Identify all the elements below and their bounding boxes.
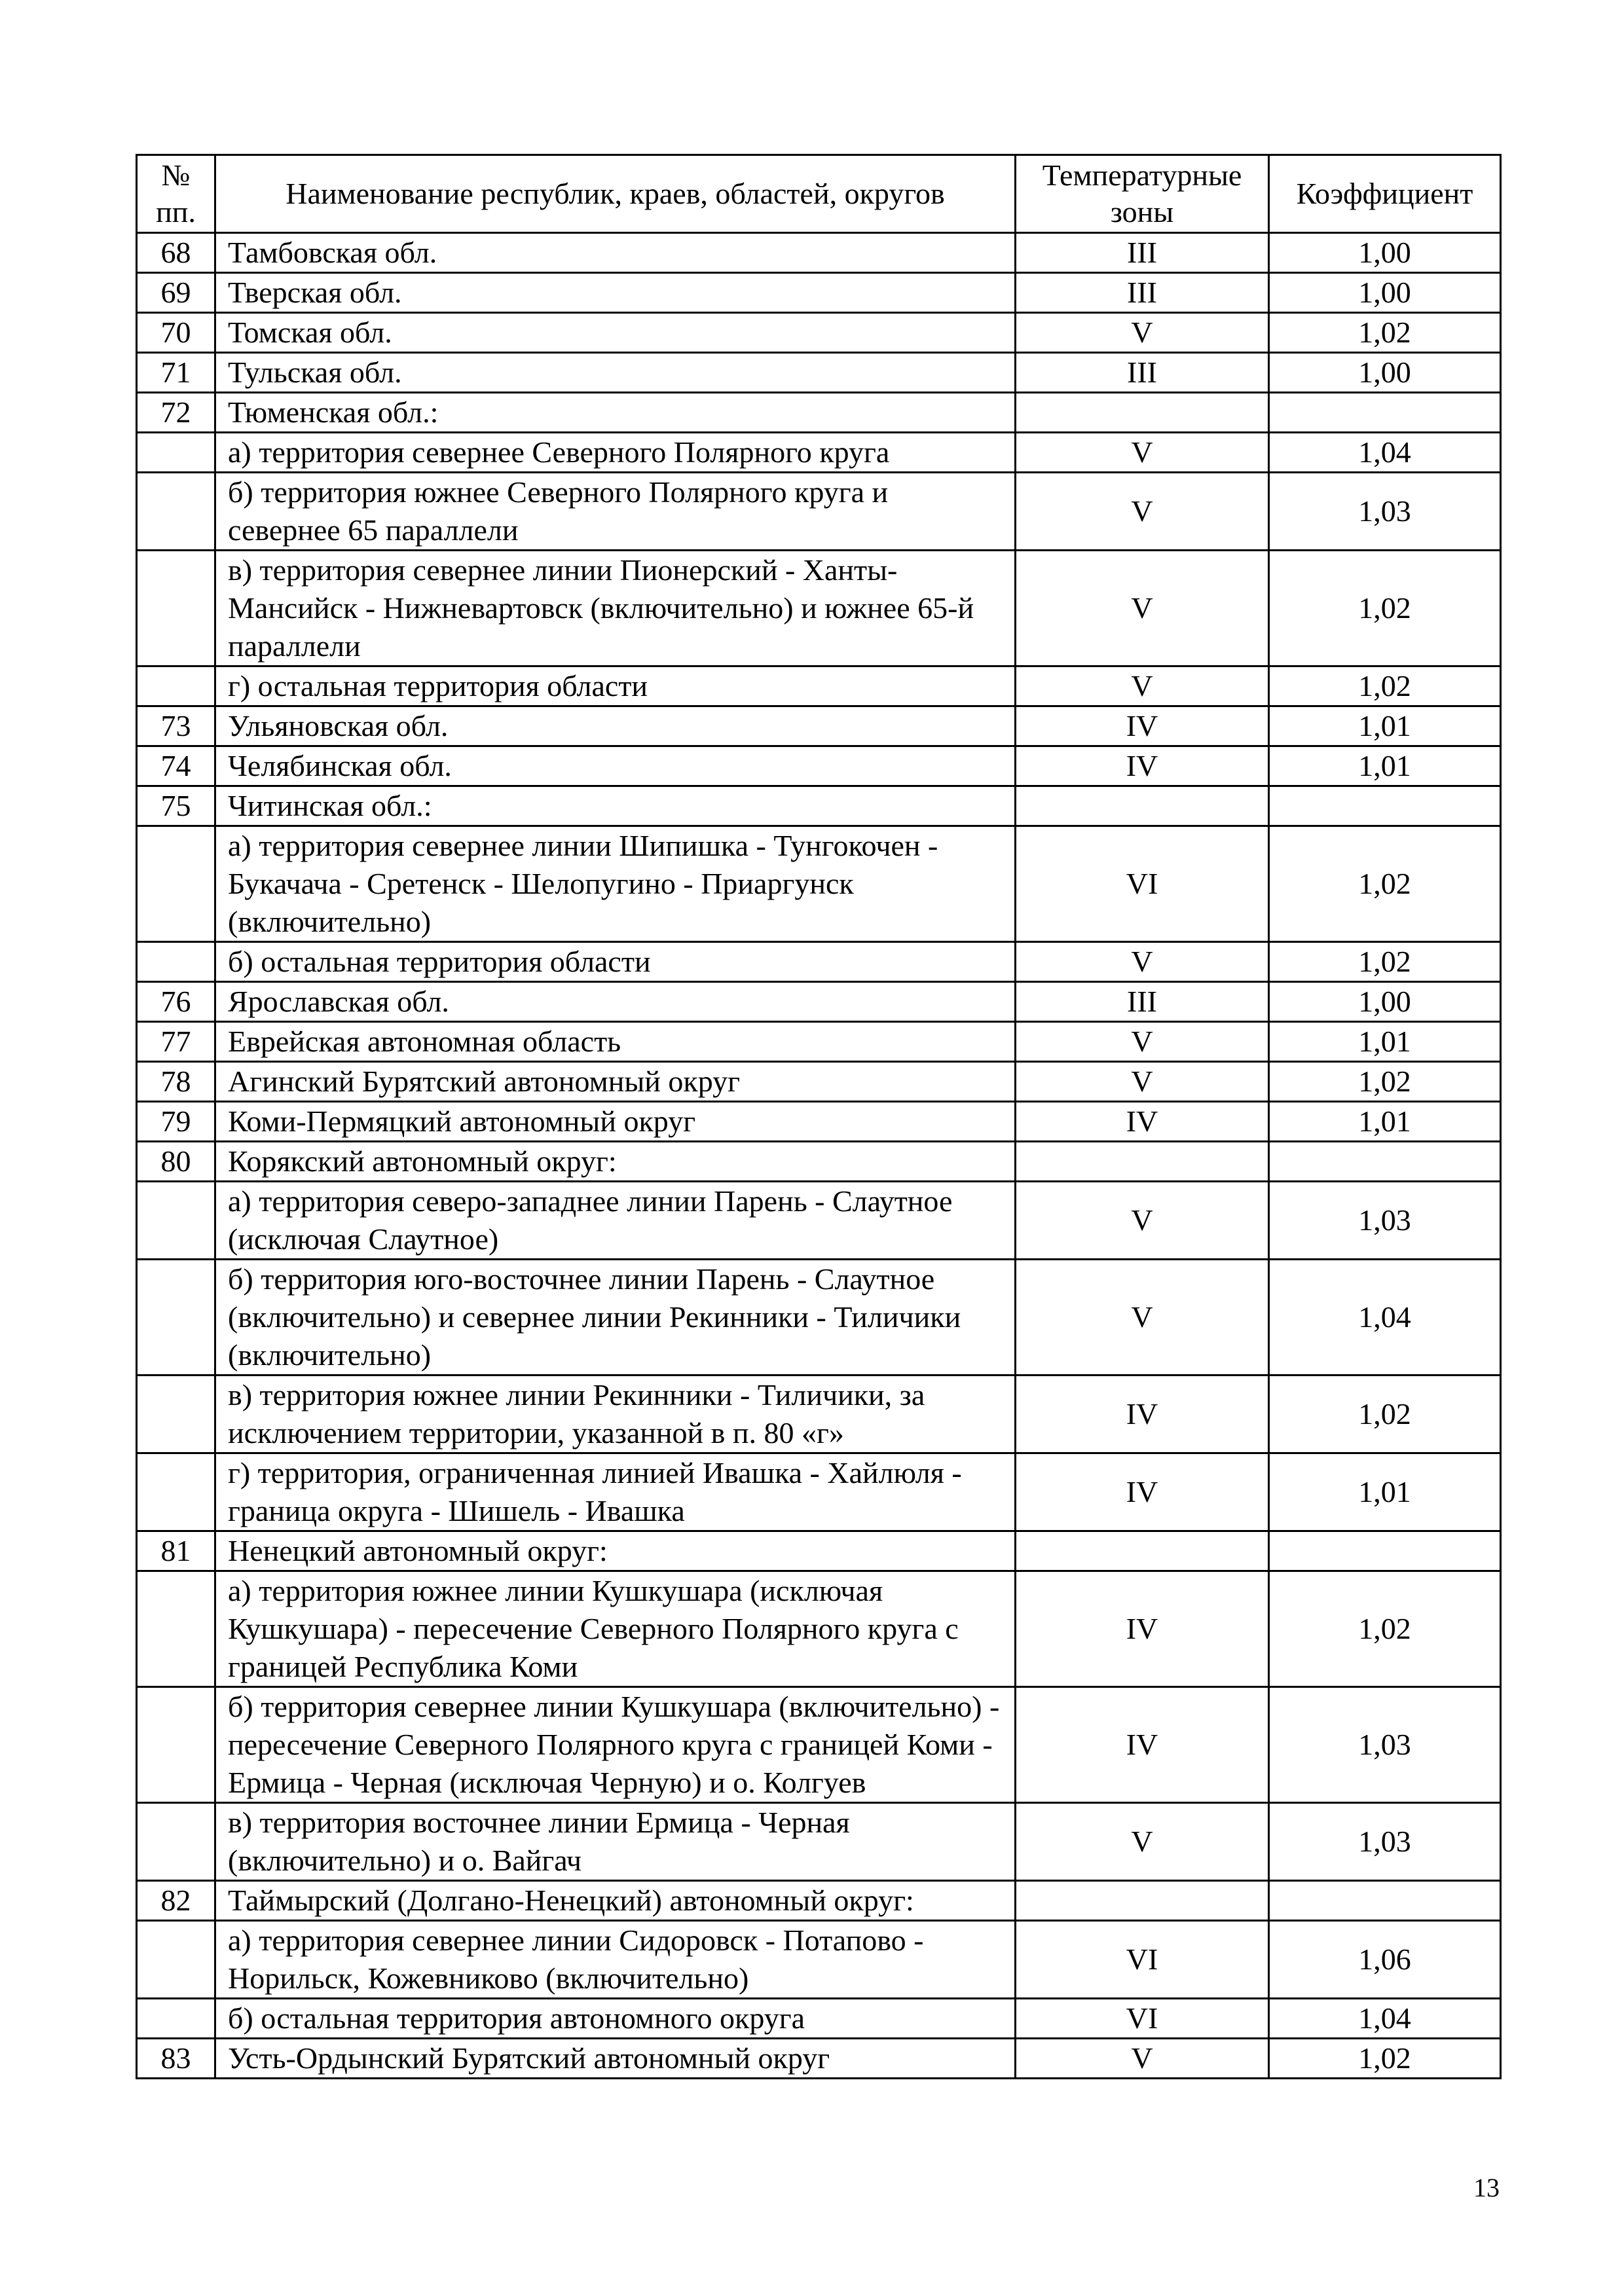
temperature-zone: V [1016, 1062, 1269, 1102]
temperature-zone: III [1016, 982, 1269, 1022]
table-row [137, 393, 1501, 433]
temperature-zone: V [1016, 666, 1269, 706]
table-row [137, 473, 1501, 551]
coefficient: 1,00 [1269, 353, 1501, 393]
row-number: 77 [137, 1022, 215, 1062]
table-row [137, 273, 1501, 313]
coefficient: 1,02 [1269, 826, 1501, 942]
row-number [137, 1453, 215, 1531]
row-number [137, 1921, 215, 1999]
temperature-zone: V [1016, 1182, 1269, 1260]
table-row [137, 1260, 1501, 1376]
row-number: 80 [137, 1142, 215, 1182]
temperature-zone: III [1016, 273, 1269, 313]
region-name: Усть-Ордынский Бурятский автономный округ [215, 2039, 1016, 2079]
temperature-zone: V [1016, 313, 1269, 353]
region-name: Ульяновская обл. [215, 706, 1016, 746]
table-row [137, 746, 1501, 786]
table-row [137, 826, 1501, 942]
row-number [137, 1687, 215, 1803]
temperature-zone: V [1016, 1022, 1269, 1062]
coefficient: 1,02 [1269, 1062, 1501, 1102]
table-row [137, 1803, 1501, 1881]
coefficient: 1,04 [1269, 1999, 1501, 2039]
temperature-zone: VI [1016, 1999, 1269, 2039]
temperature-zone [1016, 1531, 1269, 1571]
region-name: Тюменская обл.: [215, 393, 1016, 433]
table-row [137, 1881, 1501, 1921]
region-name: Корякский автономный округ: [215, 1142, 1016, 1182]
coefficient: 1,01 [1269, 1453, 1501, 1531]
table-row [137, 1102, 1501, 1142]
temperature-zone: V [1016, 942, 1269, 982]
region-name: в) территория севернее линии Пионерский - Ханты-Мансийск - Нижневартовск (включительно) и южнее 65-й параллели [215, 551, 1016, 666]
region-name: б) остальная территория области [215, 942, 1016, 982]
temperature-zone [1016, 1881, 1269, 1921]
coefficient: 1,03 [1269, 473, 1501, 551]
region-name: Тульская обл. [215, 353, 1016, 393]
row-number [137, 551, 215, 666]
temperature-zone: IV [1016, 1687, 1269, 1803]
row-number: 74 [137, 746, 215, 786]
row-number [137, 473, 215, 551]
temperature-zone: IV [1016, 1453, 1269, 1531]
row-number: 72 [137, 393, 215, 433]
coefficient: 1,02 [1269, 1376, 1501, 1453]
table-row [137, 433, 1501, 473]
temperature-zone [1016, 1142, 1269, 1182]
coefficient: 1,02 [1269, 942, 1501, 982]
region-name: Агинский Бурятский автономный округ [215, 1062, 1016, 1102]
coefficient [1269, 1531, 1501, 1571]
region-name: Томская обл. [215, 313, 1016, 353]
temperature-zone: V [1016, 1803, 1269, 1881]
header-temperature-zone: Температурные зоны [1016, 155, 1269, 233]
table-row [137, 1531, 1501, 1571]
region-name: в) территория восточнее линии Ермица - Черная (включительно) и о. Вайгач [215, 1803, 1016, 1881]
coefficient: 1,02 [1269, 1571, 1501, 1687]
coefficient [1269, 1142, 1501, 1182]
table-row [137, 706, 1501, 746]
region-name: Коми-Пермяцкий автономный округ [215, 1102, 1016, 1142]
region-name: Таймырский (Долгано-Ненецкий) автономный округ: [215, 1881, 1016, 1921]
zone-coefficients-table [136, 154, 1502, 2079]
temperature-zone: IV [1016, 1571, 1269, 1687]
region-name: в) территория южнее линии Рекинники - Тиличики, за исключением территории, указанной в п. 80 «г» [215, 1376, 1016, 1453]
temperature-zone: VI [1016, 1921, 1269, 1999]
region-name: а) территория севернее линии Шипишка - Тунгокочен - Букачача - Сретенск - Шелопугино - Приаргунск (включительно) [215, 826, 1016, 942]
table-row [137, 233, 1501, 273]
region-name: б) территория юго-восточнее линии Парень - Слаутное (включительно) и севернее линии Рекинники - Тиличики (включительно) [215, 1260, 1016, 1376]
header-coefficient: Коэффициент [1269, 155, 1501, 233]
temperature-zone: V [1016, 551, 1269, 666]
row-number [137, 433, 215, 473]
region-name: а) территория северо-западнее линии Парень - Слаутное (исключая Слаутное) [215, 1182, 1016, 1260]
table-row [137, 1182, 1501, 1260]
region-name: Тамбовская обл. [215, 233, 1016, 273]
region-name: г) территория, ограниченная линией Ивашка - Хайлюля - граница округа - Шишель - Ивашка [215, 1453, 1016, 1531]
region-name: а) территория севернее Северного Полярного круга [215, 433, 1016, 473]
region-name: а) территория южнее линии Кушкушара (исключая Кушкушара) - пересечение Северного Полярного круга с границей Республика Коми [215, 1571, 1016, 1687]
table-row [137, 786, 1501, 826]
header-number: № пп. [137, 155, 215, 233]
coefficient: 1,06 [1269, 1921, 1501, 1999]
row-number [137, 1571, 215, 1687]
temperature-zone: IV [1016, 1102, 1269, 1142]
row-number [137, 666, 215, 706]
temperature-zone: V [1016, 2039, 1269, 2079]
temperature-zone: IV [1016, 1376, 1269, 1453]
row-number: 68 [137, 233, 215, 273]
coefficient: 1,03 [1269, 1803, 1501, 1881]
region-name: Челябинская обл. [215, 746, 1016, 786]
table-row [137, 942, 1501, 982]
row-number [137, 826, 215, 942]
table-row [137, 666, 1501, 706]
table-row [137, 1921, 1501, 1999]
row-number: 82 [137, 1881, 215, 1921]
row-number [137, 1376, 215, 1453]
row-number: 73 [137, 706, 215, 746]
table-row [137, 1687, 1501, 1803]
table-row [137, 1022, 1501, 1062]
page-number: 13 [1473, 2173, 1500, 2202]
row-number: 71 [137, 353, 215, 393]
coefficient [1269, 786, 1501, 826]
table-row [137, 551, 1501, 666]
region-name: б) остальная территория автономного округа [215, 1999, 1016, 2039]
coefficient: 1,01 [1269, 706, 1501, 746]
header-region-name: Наименование республик, краев, областей, округов [215, 155, 1016, 233]
coefficient: 1,00 [1269, 982, 1501, 1022]
region-name: б) территория южнее Северного Полярного круга и севернее 65 параллели [215, 473, 1016, 551]
coefficient: 1,03 [1269, 1182, 1501, 1260]
coefficient: 1,03 [1269, 1687, 1501, 1803]
region-name: Читинская обл.: [215, 786, 1016, 826]
coefficient: 1,02 [1269, 551, 1501, 666]
temperature-zone: III [1016, 353, 1269, 393]
region-name: Тверская обл. [215, 273, 1016, 313]
row-number [137, 1803, 215, 1881]
table-header-row [137, 155, 1501, 233]
coefficient: 1,01 [1269, 1022, 1501, 1062]
table-row [137, 982, 1501, 1022]
coefficient: 1,00 [1269, 273, 1501, 313]
coefficient: 1,04 [1269, 433, 1501, 473]
table-row [137, 1571, 1501, 1687]
temperature-zone: V [1016, 473, 1269, 551]
row-number: 76 [137, 982, 215, 1022]
coefficient: 1,01 [1269, 746, 1501, 786]
temperature-zone: V [1016, 433, 1269, 473]
region-name: г) остальная территория области [215, 666, 1016, 706]
temperature-zone: VI [1016, 826, 1269, 942]
table-row [137, 1062, 1501, 1102]
row-number: 69 [137, 273, 215, 313]
row-number: 81 [137, 1531, 215, 1571]
coefficient: 1,00 [1269, 233, 1501, 273]
coefficient: 1,02 [1269, 666, 1501, 706]
region-name: Еврейская автономная область [215, 1022, 1016, 1062]
table-body [137, 233, 1501, 2079]
row-number: 79 [137, 1102, 215, 1142]
row-number [137, 1999, 215, 2039]
row-number: 75 [137, 786, 215, 826]
region-name: Ярославская обл. [215, 982, 1016, 1022]
table-row [137, 1999, 1501, 2039]
row-number [137, 1260, 215, 1376]
table-row [137, 313, 1501, 353]
row-number [137, 942, 215, 982]
table-row [137, 353, 1501, 393]
temperature-zone [1016, 393, 1269, 433]
row-number [137, 1182, 215, 1260]
coefficient: 1,02 [1269, 2039, 1501, 2079]
coefficient [1269, 1881, 1501, 1921]
region-name: а) территория севернее линии Сидоровск - Потапово - Норильск, Кожевниково (включительно) [215, 1921, 1016, 1999]
table-row [137, 1376, 1501, 1453]
temperature-zone [1016, 786, 1269, 826]
temperature-zone: V [1016, 1260, 1269, 1376]
coefficient: 1,01 [1269, 1102, 1501, 1142]
region-name: Ненецкий автономный округ: [215, 1531, 1016, 1571]
table-row [137, 2039, 1501, 2079]
temperature-zone: IV [1016, 706, 1269, 746]
table-row [137, 1142, 1501, 1182]
coefficient [1269, 393, 1501, 433]
coefficient: 1,02 [1269, 313, 1501, 353]
row-number: 70 [137, 313, 215, 353]
row-number: 83 [137, 2039, 215, 2079]
table-row [137, 1453, 1501, 1531]
coefficient: 1,04 [1269, 1260, 1501, 1376]
region-name: б) территория севернее линии Кушкушара (включительно) - пересечение Северного Полярного круга с границей Коми - Ермица - Черная (исключая Черную) и о. Колгуев [215, 1687, 1016, 1803]
temperature-zone: IV [1016, 746, 1269, 786]
row-number: 78 [137, 1062, 215, 1102]
temperature-zone: III [1016, 233, 1269, 273]
